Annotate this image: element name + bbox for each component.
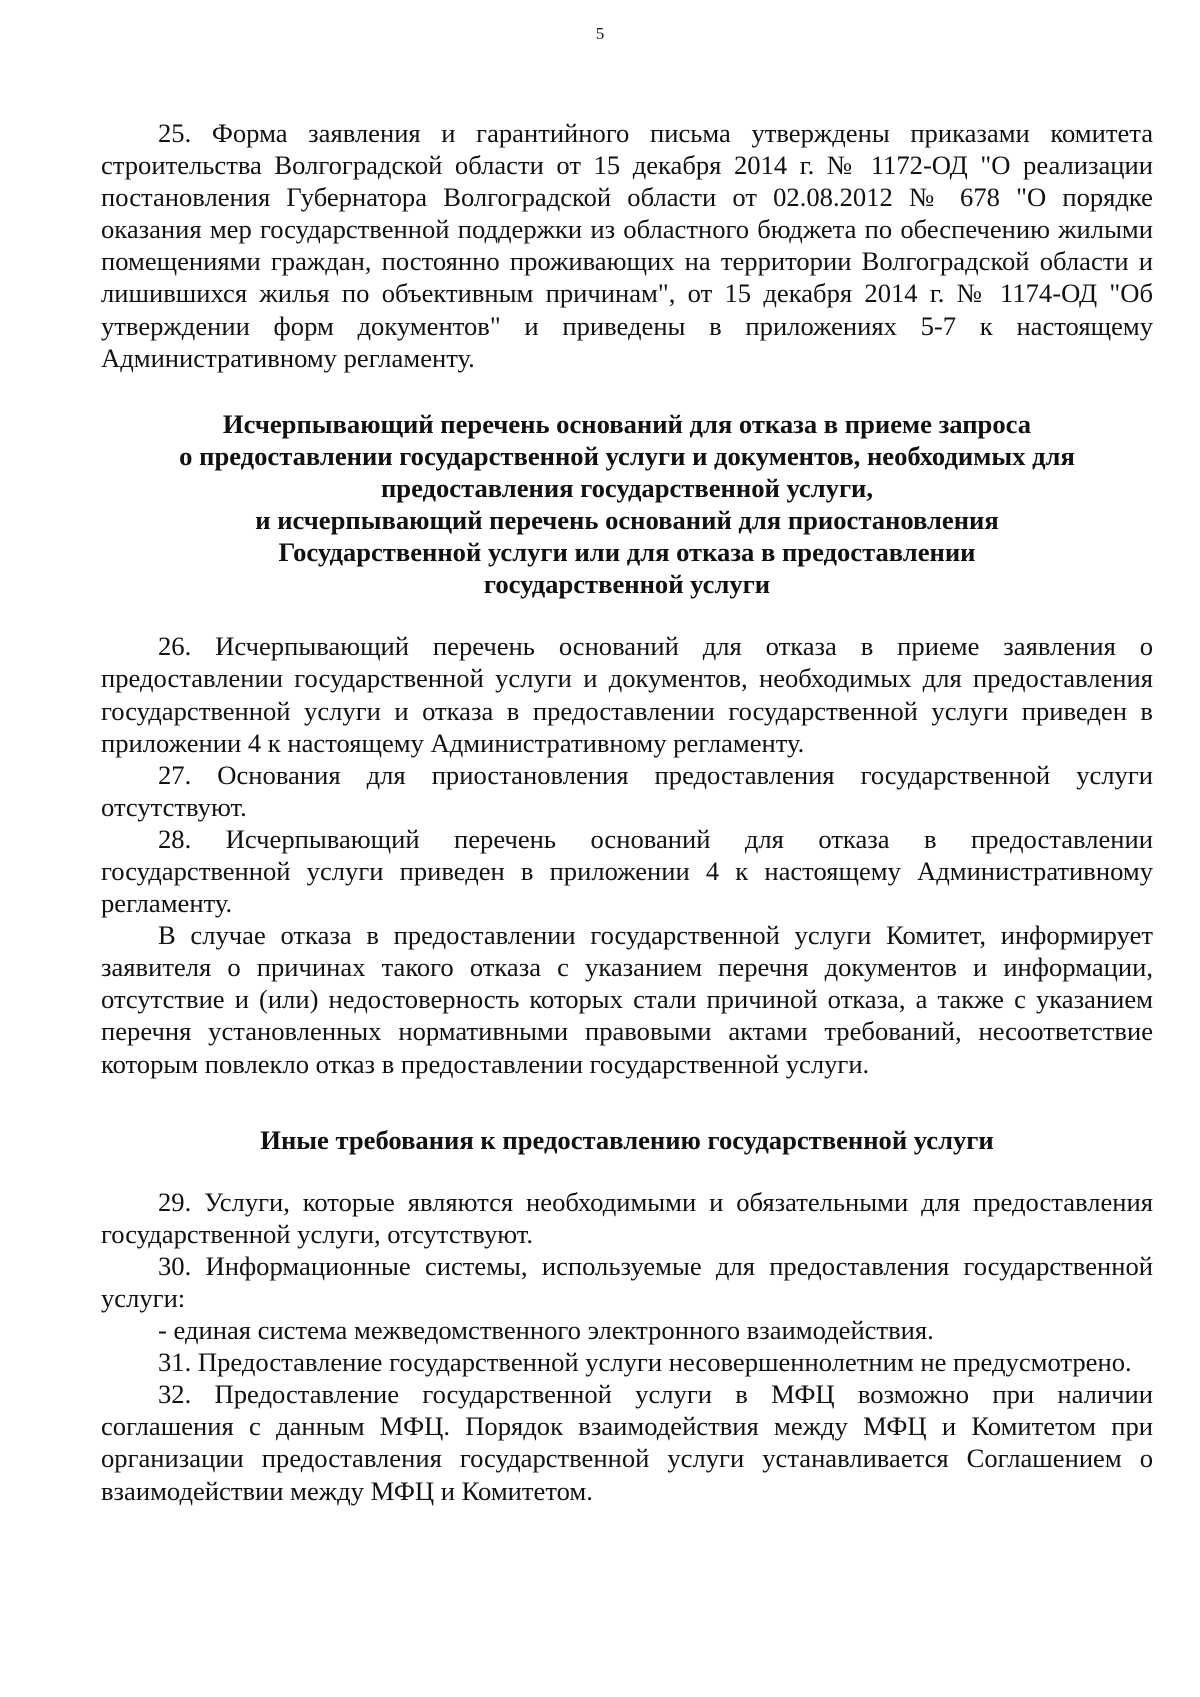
heading-line: и исчерпывающий перечень оснований для приостановления (255, 505, 999, 536)
paragraph-30: 30. Информационные системы, используемые для предоставления государственной услуги: (101, 1250, 1153, 1313)
paragraph-28-refusal: В случае отказа в предоставлении государственной услуги Комитет, информирует заявителя о причинах такого отказа с указанием перечня документов и информации, отсутствие и (или) недостоверность которых стали причиной отказа, а также с указанием перечня установленных нормативными правовыми актами требований, несоответствие которым повлекло отказ в предоставлении государственной услуги. (101, 920, 1153, 1079)
paragraph-27: 27. Основания для приостановления предоставления государственной услуги отсутствуют. (101, 759, 1153, 822)
paragraph-32: 32. Предоставление государственной услуги в МФЦ возможно при наличии соглашения с данным МФЦ. Порядок взаимодействия между МФЦ и Комитетом при организации предоставления государственной услуги устанавливается Соглашением о взаимодействии между МФЦ и Комитетом. (101, 1379, 1153, 1506)
section-heading-refusal-grounds (101, 408, 1153, 601)
paragraph-31: 31. Предоставление государственной услуги несовершеннолетним не предусмотрено. (158, 1347, 1132, 1378)
page-number: 5 (595, 24, 605, 43)
paragraph-29: 29. Услуги, которые являются необходимыми и обязательными для предоставления государственной услуги, отсутствуют. (101, 1186, 1153, 1249)
paragraph-25: 25. Форма заявления и гарантийного письма утверждены приказами комитета строительства Волгоградской области от 15 декабря 2014 г. № 1172-ОД "О реализации постановления Губернатора Волгоградской области от 02.08.2012 № 678 "О порядке оказания мер государственной поддержки из областного бюджета по обеспечению жилыми помещениями граждан, постоянно проживающих на территории Волгоградской области и лишившихся жилья по объективным причинам", от 15 декабря 2014 г. № 1174-ОД "Об утверждении форм документов" и приведены в приложениях 5-7 к настоящему Административному регламенту. (101, 118, 1153, 373)
heading-line: предоставления государственной услуги, (380, 472, 874, 503)
heading-line: Государственной услуги или для отказа в предоставлении (278, 537, 976, 568)
paragraph-26: 26. Исчерпывающий перечень оснований для отказа в приеме заявления о предоставлении государственной услуги и документов, необходимых для предоставления государственной услуги и отказа в предоставлении государственной услуги приведен в приложении 4 к настоящему Административному регламенту. (101, 631, 1153, 758)
section-heading-other-requirements: Иные требования к предоставлению государственной услуги (260, 1124, 994, 1155)
paragraph-30-item: - единая система межведомственного электронного взаимодействия. (158, 1315, 934, 1346)
document-body (101, 117, 1153, 1507)
heading-line: о предоставлении государственной услуги и документов, необходимых для (179, 440, 1075, 471)
paragraph-28: 28. Исчерпывающий перечень оснований для отказа в предоставлении государственной услуги приведен в приложении 4 к настоящему Административному регламенту. (101, 823, 1153, 919)
heading-line: Исчерпывающий перечень оснований для отказа в приеме запроса (222, 408, 1032, 439)
heading-line: государственной услуги (483, 569, 771, 600)
